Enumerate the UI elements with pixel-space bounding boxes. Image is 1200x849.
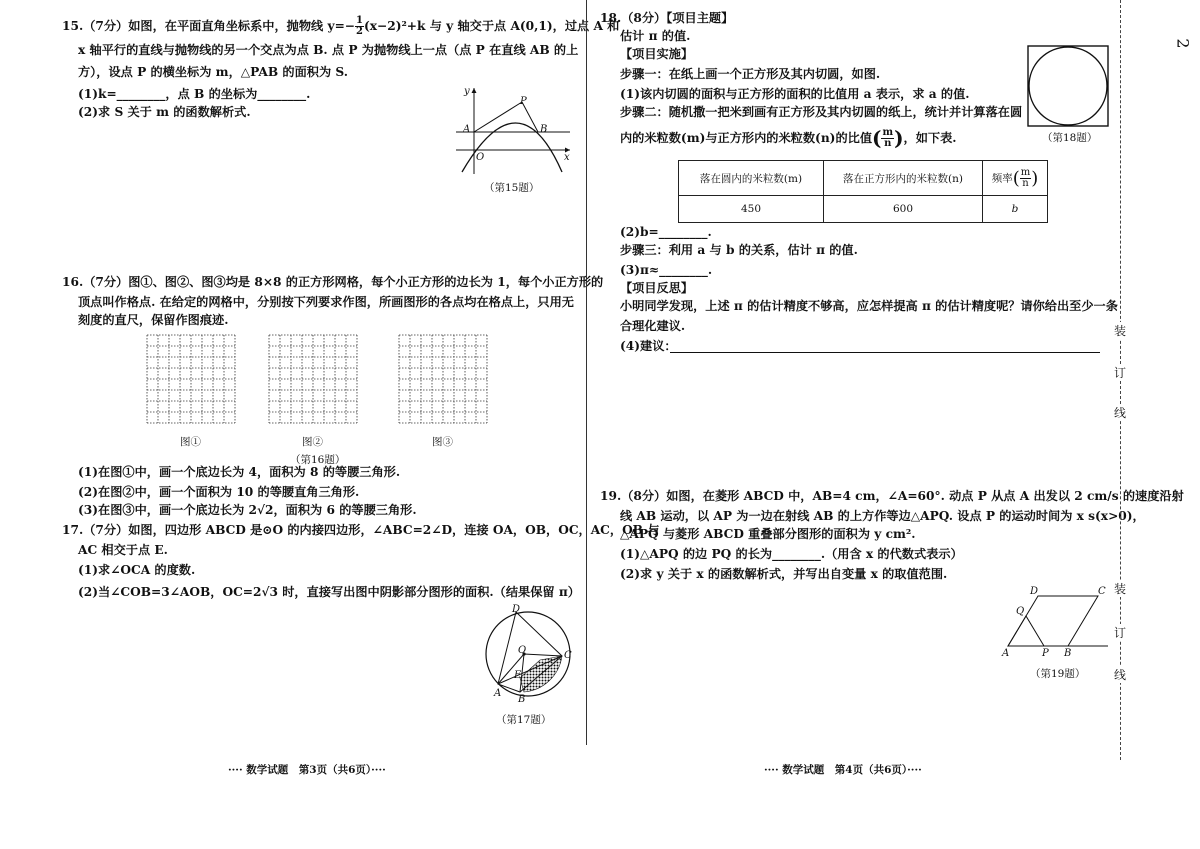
q18-frac-den: n [884,138,892,149]
q18-line-7b: ，如下表. [903,131,957,145]
q18-line-13: 合理化建议. [620,319,686,333]
q16-line-3: 刻度的直尺，保留作图痕迹. [78,313,229,327]
left-page-footer: ···· 数学试题 第3页（共6页）···· [228,764,386,776]
q18-part-3: (3)π≈________. [620,263,713,277]
right-page-footer: ···· 数学试题 第4页（共6页）···· [764,764,922,776]
table-cell-m: 450 [679,196,824,223]
q15-caption: （第15题） [484,182,540,194]
q18-line-7 [620,128,957,149]
grid-figure-3 [396,332,490,426]
q19-label-d: D [1030,586,1039,597]
q17-figure [478,604,578,704]
q17-label-c: C [564,650,572,661]
q19-triangle-apq [1008,616,1044,646]
q17-caption: （第17题） [496,714,552,726]
q18-fraction [881,128,894,149]
q19-label-a: A [1002,648,1010,659]
page-mark: 2 [1173,38,1193,49]
q15-fraction [355,16,364,37]
q15-frac-num: 1 [356,15,363,26]
binding-char: 线 [1114,406,1127,420]
q17-label-e: E [514,670,522,681]
q18-paren-close: ) [894,126,904,150]
table-frac-num: m [1020,166,1031,178]
q15-part-2: (2)求 S 关于 m 的函数解析式. [78,105,251,119]
q18-line-3: 【项目实施】 [620,47,694,61]
q19-line-3: △APQ 与菱形 ABCD 重叠部分图形的面积为 y cm². [620,527,916,541]
table-header-freq-label: 频率 [991,172,1013,184]
q15-part-1: (1)k=________，点 B 的坐标为________. [78,87,311,101]
q19-label-c: C [1098,586,1106,597]
q19-label-q: Q [1016,606,1025,617]
q18-line-6: 步骤二：随机撒一把米到画有正方形及其内切圆的纸上，统计并计算落在圆 [620,105,1023,119]
q18-answer-line [670,352,1100,353]
q15-label-y: y [464,86,470,97]
q15-label-o: O [476,152,485,163]
q18-caption: （第18题） [1042,132,1098,144]
q16-caption: （第16题） [290,454,346,466]
q18-paren-open: ( [872,126,882,150]
q17-segment-oc [524,654,562,656]
grid-figure-2 [266,332,360,426]
q18-figure [1026,44,1110,128]
q17-line-1: 17.（7分）如图，四边形 ABCD 是⊙O 的内接四边形，∠ABC=2∠D，连接 OA，OB，OC，AC，OB 与 [62,523,660,537]
table-paren-close: ) [1031,167,1039,189]
q18-part-4: (4)建议： [620,339,677,353]
q15-label-p: P [520,96,527,107]
q17-part-2: (2)当∠COB=3∠AOB，OC=2√3 时，直接写出图中阴影部分图形的面积.（结果保留 π） [78,585,580,599]
q16-part-3: (3)在图③中，画一个底边长为 2√2，面积为 6 的等腰三角形. [78,503,417,517]
q16-part-2: (2)在图②中，画一个面积为 10 的等腰直角三角形. [78,485,360,499]
q18-frac-num: m [882,127,894,138]
table-frac-den: n [1022,177,1029,189]
binding-char: 装 [1114,324,1127,338]
q18-line-2: 估计 π 的值. [620,29,691,43]
q15-line-1 [62,16,619,37]
table-header-freq [983,161,1048,196]
q18-circle [1029,47,1107,125]
q15-label-a: A [463,124,471,135]
table-header-m: 落在圆内的米粒数(m) [679,161,824,196]
q18-line-4: 步骤一：在纸上画一个正方形及其内切圆，如图. [620,67,881,81]
q16-line-1: 16.（7分）图①、图②、图③均是 8×8 的正方形网格，每个小正方形的边长为 1，每个小正方形的 [62,275,604,289]
q15-frac-den: 2 [356,26,363,37]
q15-figure [452,84,574,176]
q15-line-1a: 15.（7分）如图，在平面直角坐标系中，抛物线 y=− [62,19,355,33]
binding-char: 订 [1114,366,1127,380]
table-row [679,161,1048,196]
q15-y-arrow [472,88,477,93]
grid-figure-1 [144,332,238,426]
table-fraction [1020,168,1031,189]
table-cell-b: b [983,196,1048,223]
q15-label-b: B [540,124,548,135]
q19-figure [1000,590,1112,654]
q18-part-1: (1)该内切圆的面积与正方形的面积的比值用 a 表示，求 a 的值. [620,87,970,101]
q18-table [678,160,1048,223]
binding-char: 线 [1114,668,1127,682]
q15-label-x: x [564,152,570,163]
q19-line-1: 19.（8分）如图，在菱形 ABCD 中，AB=4 cm，∠A=60°. 动点 P 从点 A 出发以 2 cm/s 的速度沿射 [600,489,1184,503]
q19-label-p: P [1042,648,1049,659]
grid-label-1: 图① [180,436,201,448]
binding-char: 装 [1114,582,1127,596]
q19-caption: （第19题） [1030,668,1086,680]
q17-label-o: O [518,645,527,656]
table-header-n: 落在正方形内的米粒数(n) [824,161,983,196]
q19-line-2: 线 AB 运动，以 AP 为一边在射线 AB 的上方作等边△APQ. 设点 P 的运动时间为 x s(x>0)， [620,509,1145,523]
q18-part-2: (2)b=________. [620,225,712,239]
grid-label-3: 图③ [432,436,453,448]
table-cell-n: 600 [824,196,983,223]
q19-part-2: (2)求 y 关于 x 的函数解析式，并写出自变量 x 的取值范围. [620,567,948,581]
q17-label-a: A [494,688,502,699]
table-paren-open: ( [1012,167,1020,189]
q19-label-b: B [1064,648,1072,659]
q16-part-1: (1)在图①中，画一个底边长为 4，面积为 8 的等腰三角形. [78,465,401,479]
q19-rhombus [1008,596,1098,646]
q18-line-11: 【项目反思】 [620,281,694,295]
q18-line-9: 步骤三：利用 a 与 b 的关系，估计 π 的值. [620,243,858,257]
table-row [679,196,1048,223]
q15-line-1b: (x−2)²+k 与 y 轴交于点 A(0,1)，过点 A 和 [363,19,620,33]
grid-label-2: 图② [302,436,323,448]
binding-char: 订 [1114,626,1127,640]
page-divider [586,0,587,745]
q17-label-b: B [518,694,526,705]
q16-line-2: 顶点叫作格点. 在给定的网格中，分别按下列要求作图，所画图形的各点均在格点上，只用无 [78,295,574,309]
q17-line-2: AC 相交于点 E. [78,543,168,557]
q15-line-3: 方），设点 P 的横坐标为 m，△PAB 的面积为 S. [78,65,349,79]
q17-label-d: D [512,604,521,615]
q15-line-2: x 轴平行的直线与抛物线的另一个交点为点 B. 点 P 为抛物线上一点（点 P 在直线 AB 的上 [78,43,579,57]
q17-part-1: (1)求∠OCA 的度数. [78,563,196,577]
q18-line-12: 小明同学发现，上述 π 的估计精度不够高，应怎样提高 π 的估计精度呢？请你给出至少一条 [620,299,1118,313]
q19-part-1: (1)△APQ 的边 PQ 的长为________.（用含 x 的代数式表示） [620,547,963,561]
q15-segment-ap [474,102,522,132]
q18-line-1: 18.（8分）【项目主题】 [600,11,734,25]
q18-line-7a: 内的米粒数(m)与正方形内的米粒数(n)的比值 [620,131,873,145]
